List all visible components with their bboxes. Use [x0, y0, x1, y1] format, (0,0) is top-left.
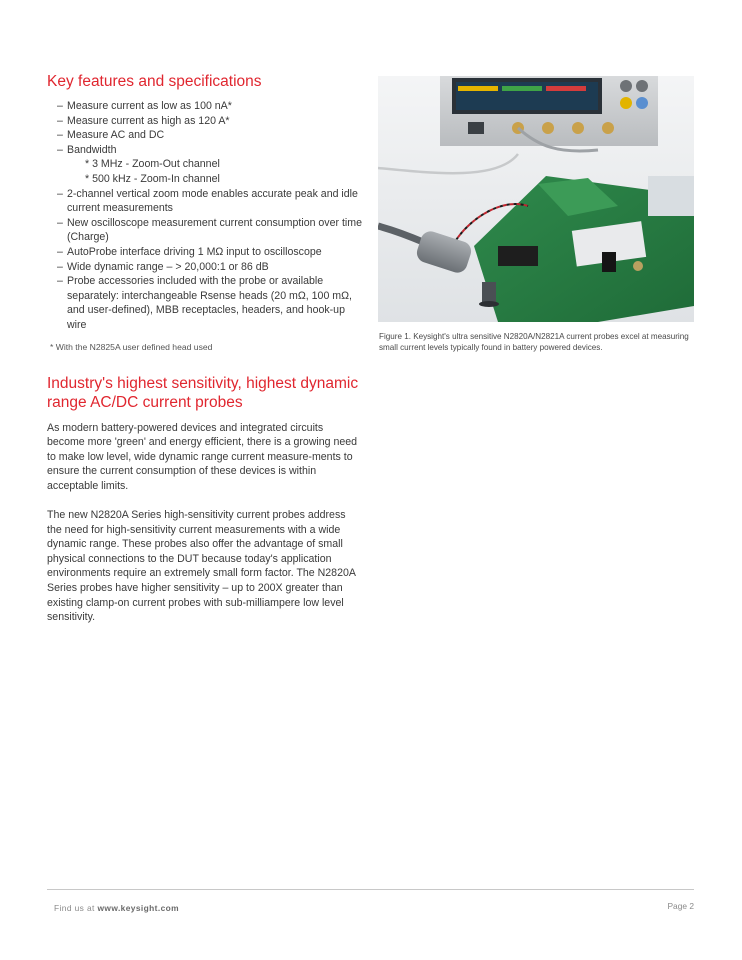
- feature-list-item-text: Measure current as high as 120 A*: [67, 114, 230, 127]
- feature-list-item-text: AutoProbe interface driving 1 MΩ input to oscilloscope: [67, 245, 322, 258]
- figure-caption: Figure 1. Keysight's ultra sensitive N2820A/N2821A current probes excel at measuring small current levels typically found in battery powered devices.: [379, 332, 689, 353]
- feature-list-item: – Measure AC and DC: [57, 129, 165, 142]
- feature-list-item: – AutoProbe interface driving 1 MΩ input to oscilloscope: [57, 245, 322, 258]
- feature-list-item-text: Wide dynamic range – > 20,000:1 or 86 dB: [67, 260, 269, 273]
- footer-find-us: [54, 903, 179, 913]
- feature-list-item-text: Measure current as low as 100 nA*: [67, 100, 232, 112]
- feature-list-item: – 2-channel vertical zoom mode enables accurate peak and idle current measurements: [57, 187, 358, 215]
- feature-list-item: – Measure current as high as 120 A*: [57, 114, 230, 127]
- feature-list-item: – New oscilloscope measurement current consumption over time (Charge): [57, 216, 362, 244]
- footnote: * With the N2825A user defined head used: [50, 341, 213, 352]
- feature-list-item-text: Bandwidth: [67, 143, 117, 156]
- feature-list-item-text: 2-channel vertical zoom mode enables accurate peak and idle current measurements: [67, 187, 358, 215]
- feature-list: [47, 99, 362, 333]
- feature-list-item-text: * 500 kHz - Zoom-In channel: [85, 172, 220, 185]
- key-features-heading: Key features and specifications: [47, 73, 262, 90]
- product-photo: [378, 76, 694, 322]
- feature-list-item-text: Probe accessories included with the probe or available separately: interchangeable Rsense heads (20 mΩ, 100 mΩ, and user-defined), MBB receptacles, headers, and hook-up wire: [67, 275, 352, 331]
- feature-list-item-text: Measure AC and DC: [67, 129, 165, 142]
- footer-prefix: Find us at: [54, 903, 98, 913]
- feature-list-item-text: * 3 MHz - Zoom-Out channel: [85, 158, 220, 171]
- feature-list-item: [47, 157, 362, 172]
- feature-list-item: – Wide dynamic range – > 20,000:1 or 86 dB: [57, 260, 269, 273]
- feature-list-item: – Measure current as low as 100 nA*: [57, 100, 232, 112]
- page-number: Page 2: [667, 901, 694, 911]
- footer-url-link[interactable]: www.keysight.com: [97, 903, 179, 913]
- sensitivity-heading: Industry's highest sensitivity, highest dynamic range AC/DC current probes: [47, 374, 359, 411]
- left-column: [47, 72, 362, 625]
- feature-list-item: – Probe accessories included with the probe or available separately: interchangeable Rsense heads (20 mΩ, 100 mΩ, and user-defined), MBB receptacles, headers, and hook-up wire: [57, 275, 352, 331]
- paragraph-1: As modern battery-powered devices and integrated circuits become more 'green' and energy efficient, there is a growing need to make low level, wide dynamic range current measure-ments to ensure the current consumption of these devices is within acceptable limits.: [47, 421, 358, 492]
- feature-list-item-text: New oscilloscope measurement current consumption over time (Charge): [67, 216, 362, 244]
- paragraph-2: The new N2820A Series high-sensitivity current probes address the need for high-sensitivity current measurements with a wide dynamic range. These probes also offer the advantage of small physical connections to the DUT because today's application environments require an extremely small form factor. The N2820A Series probes have higher sensitivity – up to 200X greater than existing clamp-on current probes with sub-milliampere low level sensitivity.: [47, 509, 356, 624]
- feature-list-item: – Bandwidth: [57, 143, 117, 156]
- footer-divider: [47, 889, 694, 890]
- feature-list-item: [47, 172, 362, 187]
